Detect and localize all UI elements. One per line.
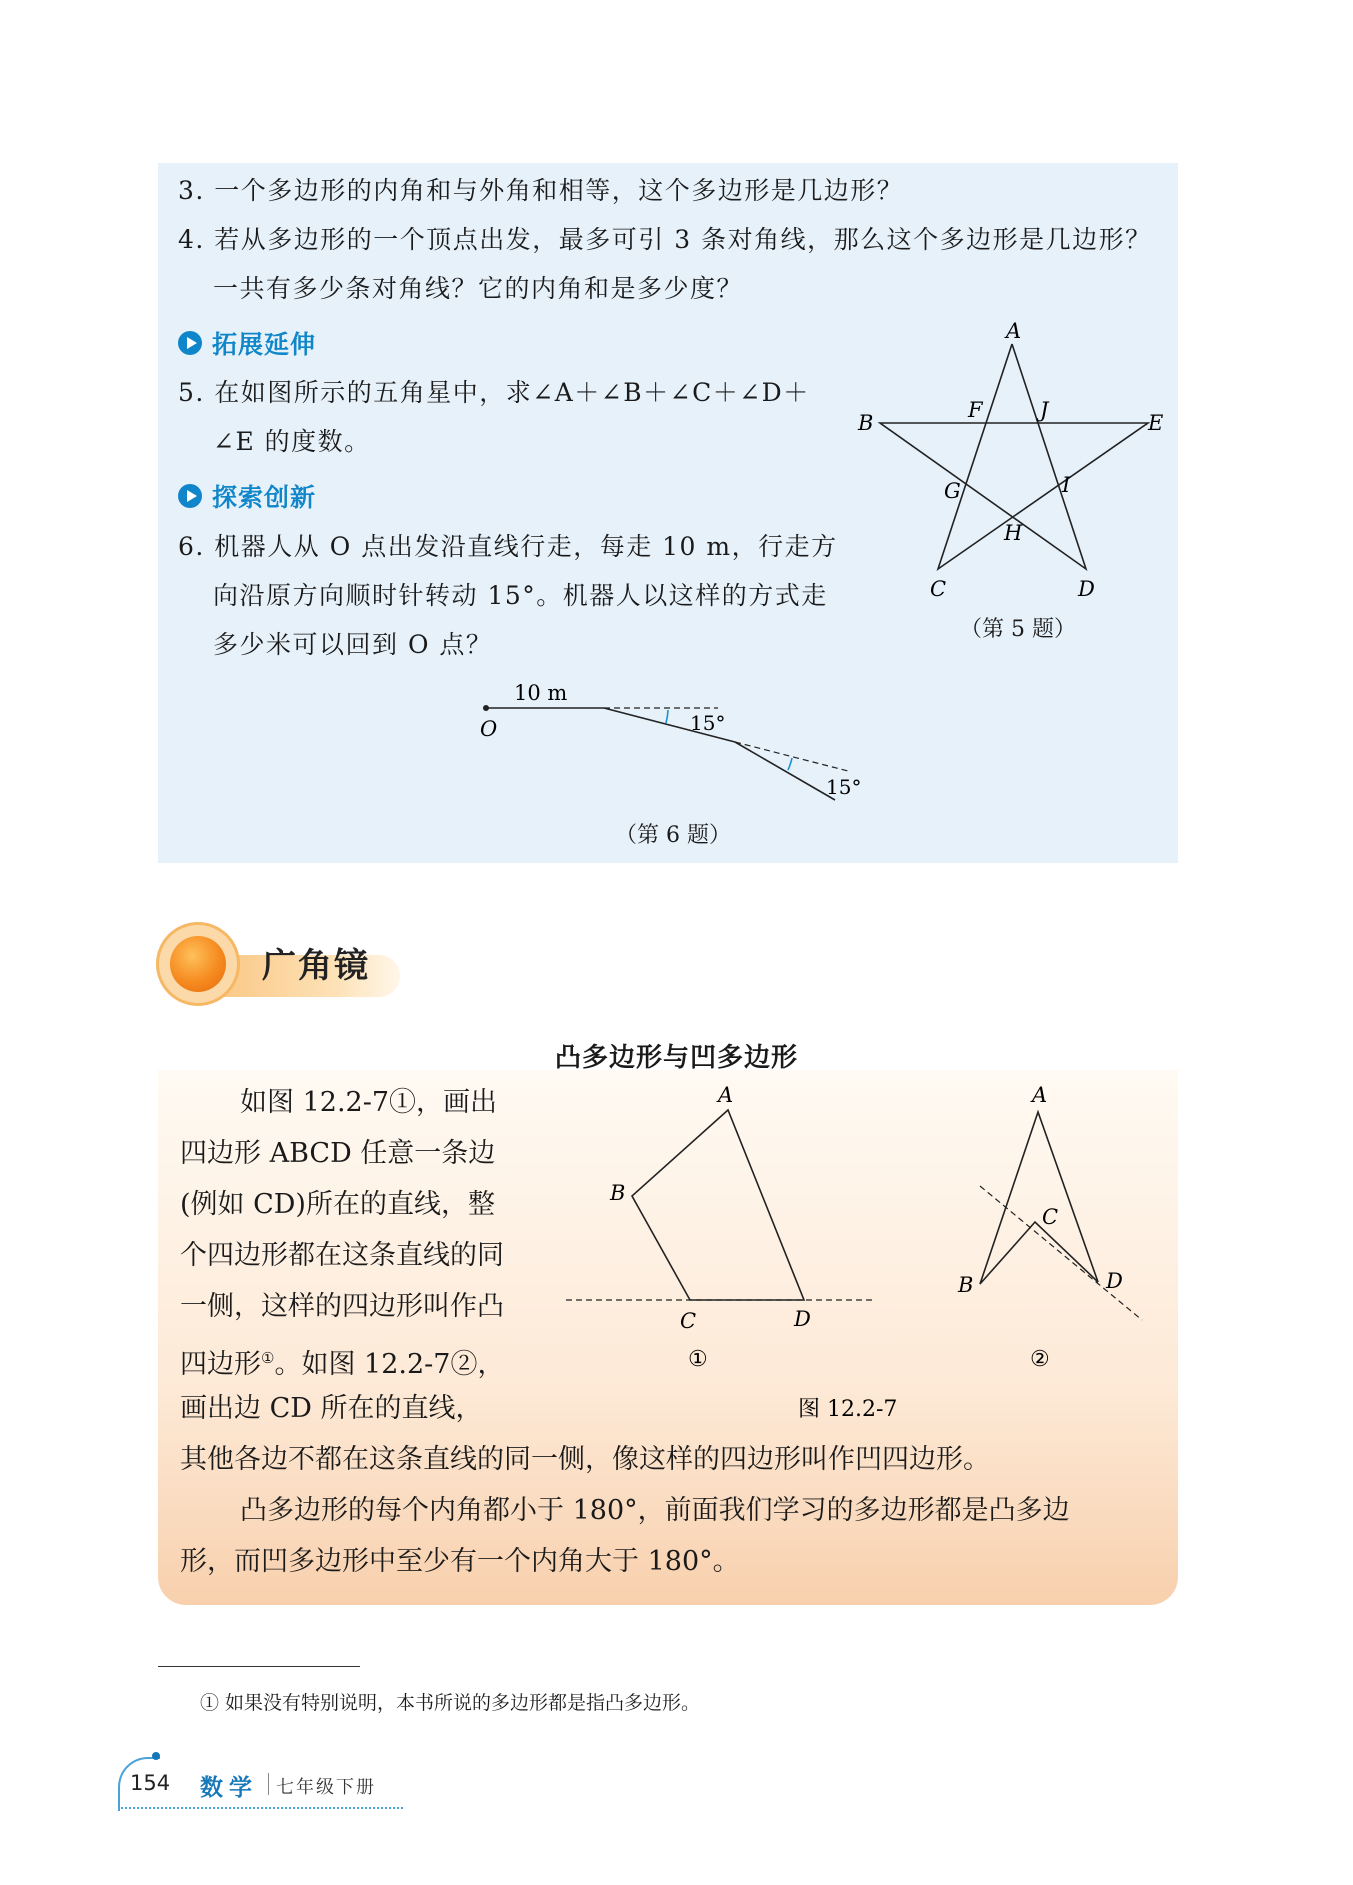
label-G: G bbox=[944, 479, 961, 503]
reading-line-6-b: 。如图 12.2-7②， bbox=[274, 1349, 505, 1380]
footer-dotted-line bbox=[118, 1807, 403, 1809]
footer-divider bbox=[268, 1773, 269, 1795]
fig1-label-A: A bbox=[718, 1083, 734, 1107]
fig2-label-B: B bbox=[958, 1273, 974, 1297]
footnote-rule bbox=[158, 1666, 360, 1667]
reading-line-6-a: 四边形 bbox=[180, 1349, 261, 1380]
question-4-line-1: 4. 若从多边形的一个顶点出发，最多可引 3 条对角线，那么这个多边形是几边形？ bbox=[178, 225, 1152, 254]
page-footer bbox=[118, 1755, 403, 1815]
sun-icon bbox=[170, 936, 226, 992]
subject-name: 数学 bbox=[200, 1775, 258, 1801]
question-4-line-2: 一共有多少条对角线？它的内角和是多少度？ bbox=[213, 274, 744, 303]
section-extend-label: 拓展延伸 bbox=[212, 330, 317, 359]
label-O: O bbox=[480, 717, 498, 741]
question-3: 3. 一个多边形的内角和与外角和相等，这个多边形是几边形？ bbox=[178, 176, 904, 205]
section-extend-heading bbox=[178, 325, 316, 361]
label-A: A bbox=[1006, 319, 1022, 343]
label-angle-1: 15° bbox=[690, 711, 726, 735]
reading-line-5: 一侧，这样的四边形叫作凸 bbox=[180, 1291, 504, 1322]
figure-5-pentagram bbox=[850, 320, 1170, 620]
section-explore-label: 探索创新 bbox=[212, 483, 317, 512]
question-5-line-1: 5. 在如图所示的五角星中，求∠A＋∠B＋∠C＋∠D＋ bbox=[178, 378, 810, 407]
fig-caption: 图 12.2-7 bbox=[798, 1397, 898, 1422]
reading-line-6 bbox=[180, 1342, 504, 1381]
label-I: I bbox=[1062, 473, 1071, 497]
fig2-label-C: C bbox=[1042, 1205, 1059, 1229]
fig1-label-C: C bbox=[680, 1309, 697, 1333]
fig2-label-A: A bbox=[1032, 1083, 1048, 1107]
figure-6-caption: （第 6 题） bbox=[615, 823, 731, 848]
reading-line-1: 如图 12.2-7①，画出 bbox=[240, 1087, 498, 1118]
label-J: J bbox=[1040, 398, 1049, 422]
label-D: D bbox=[1078, 577, 1095, 601]
label-distance: 10 m bbox=[514, 681, 568, 705]
reading-line-4: 个四边形都在这条直线的同 bbox=[180, 1240, 504, 1271]
footnote-mark: ① bbox=[261, 1349, 275, 1367]
question-5-line-2: ∠E 的度数。 bbox=[213, 427, 371, 456]
fig1-label-B: B bbox=[610, 1181, 626, 1205]
figure-6-path bbox=[470, 670, 870, 810]
banner-title: 广角镜 bbox=[262, 946, 370, 986]
footnote: ① 如果没有特别说明，本书所说的多边形都是指凸多边形。 bbox=[200, 1692, 701, 1714]
reading-title: 凸多边形与凹多边形 bbox=[554, 1043, 798, 1073]
reading-line-10: 形，而凹多边形中至少有一个内角大于 180°。 bbox=[180, 1546, 740, 1577]
question-6-line-3: 多少米可以回到 O 点？ bbox=[213, 630, 493, 659]
figure-12-2-7 bbox=[560, 1080, 1160, 1422]
fig2-label: ② bbox=[1030, 1347, 1050, 1372]
question-6-line-1: 6. 机器人从 O 点出发沿直线行走，每走 10 m，行走方 bbox=[178, 532, 838, 561]
page-number: 154 bbox=[130, 1771, 171, 1795]
reading-line-3: (例如 CD)所在的直线，整 bbox=[180, 1189, 495, 1220]
question-6-line-2: 向沿原方向顺时针转动 15°。机器人以这样的方式走 bbox=[213, 581, 828, 610]
fig1-label-D: D bbox=[794, 1307, 811, 1331]
fig2-label-D: D bbox=[1106, 1269, 1123, 1293]
reading-line-9: 凸多边形的每个内角都小于 180°，前面我们学习的多边形都是凸多边 bbox=[240, 1495, 1070, 1526]
label-F: F bbox=[968, 398, 983, 422]
label-B: B bbox=[858, 411, 874, 435]
label-angle-2: 15° bbox=[826, 775, 862, 799]
play-icon bbox=[178, 331, 202, 355]
label-E: E bbox=[1148, 411, 1164, 435]
play-icon bbox=[178, 484, 202, 508]
section-explore-heading bbox=[178, 478, 316, 514]
fig1-label: ① bbox=[688, 1347, 708, 1372]
grade-label: 七年级下册 bbox=[276, 1777, 376, 1798]
reading-line-8: 其他各边不都在这条直线的同一侧，像这样的四边形叫作凹四边形。 bbox=[180, 1444, 990, 1475]
label-C: C bbox=[930, 577, 947, 601]
label-H: H bbox=[1004, 521, 1023, 545]
reading-line-7: 画出边 CD 所在的直线， bbox=[180, 1393, 483, 1424]
reading-line-2: 四边形 ABCD 任意一条边 bbox=[180, 1138, 496, 1169]
figure-5-caption: （第 5 题） bbox=[960, 617, 1076, 642]
footer-dot-icon bbox=[152, 1752, 160, 1760]
